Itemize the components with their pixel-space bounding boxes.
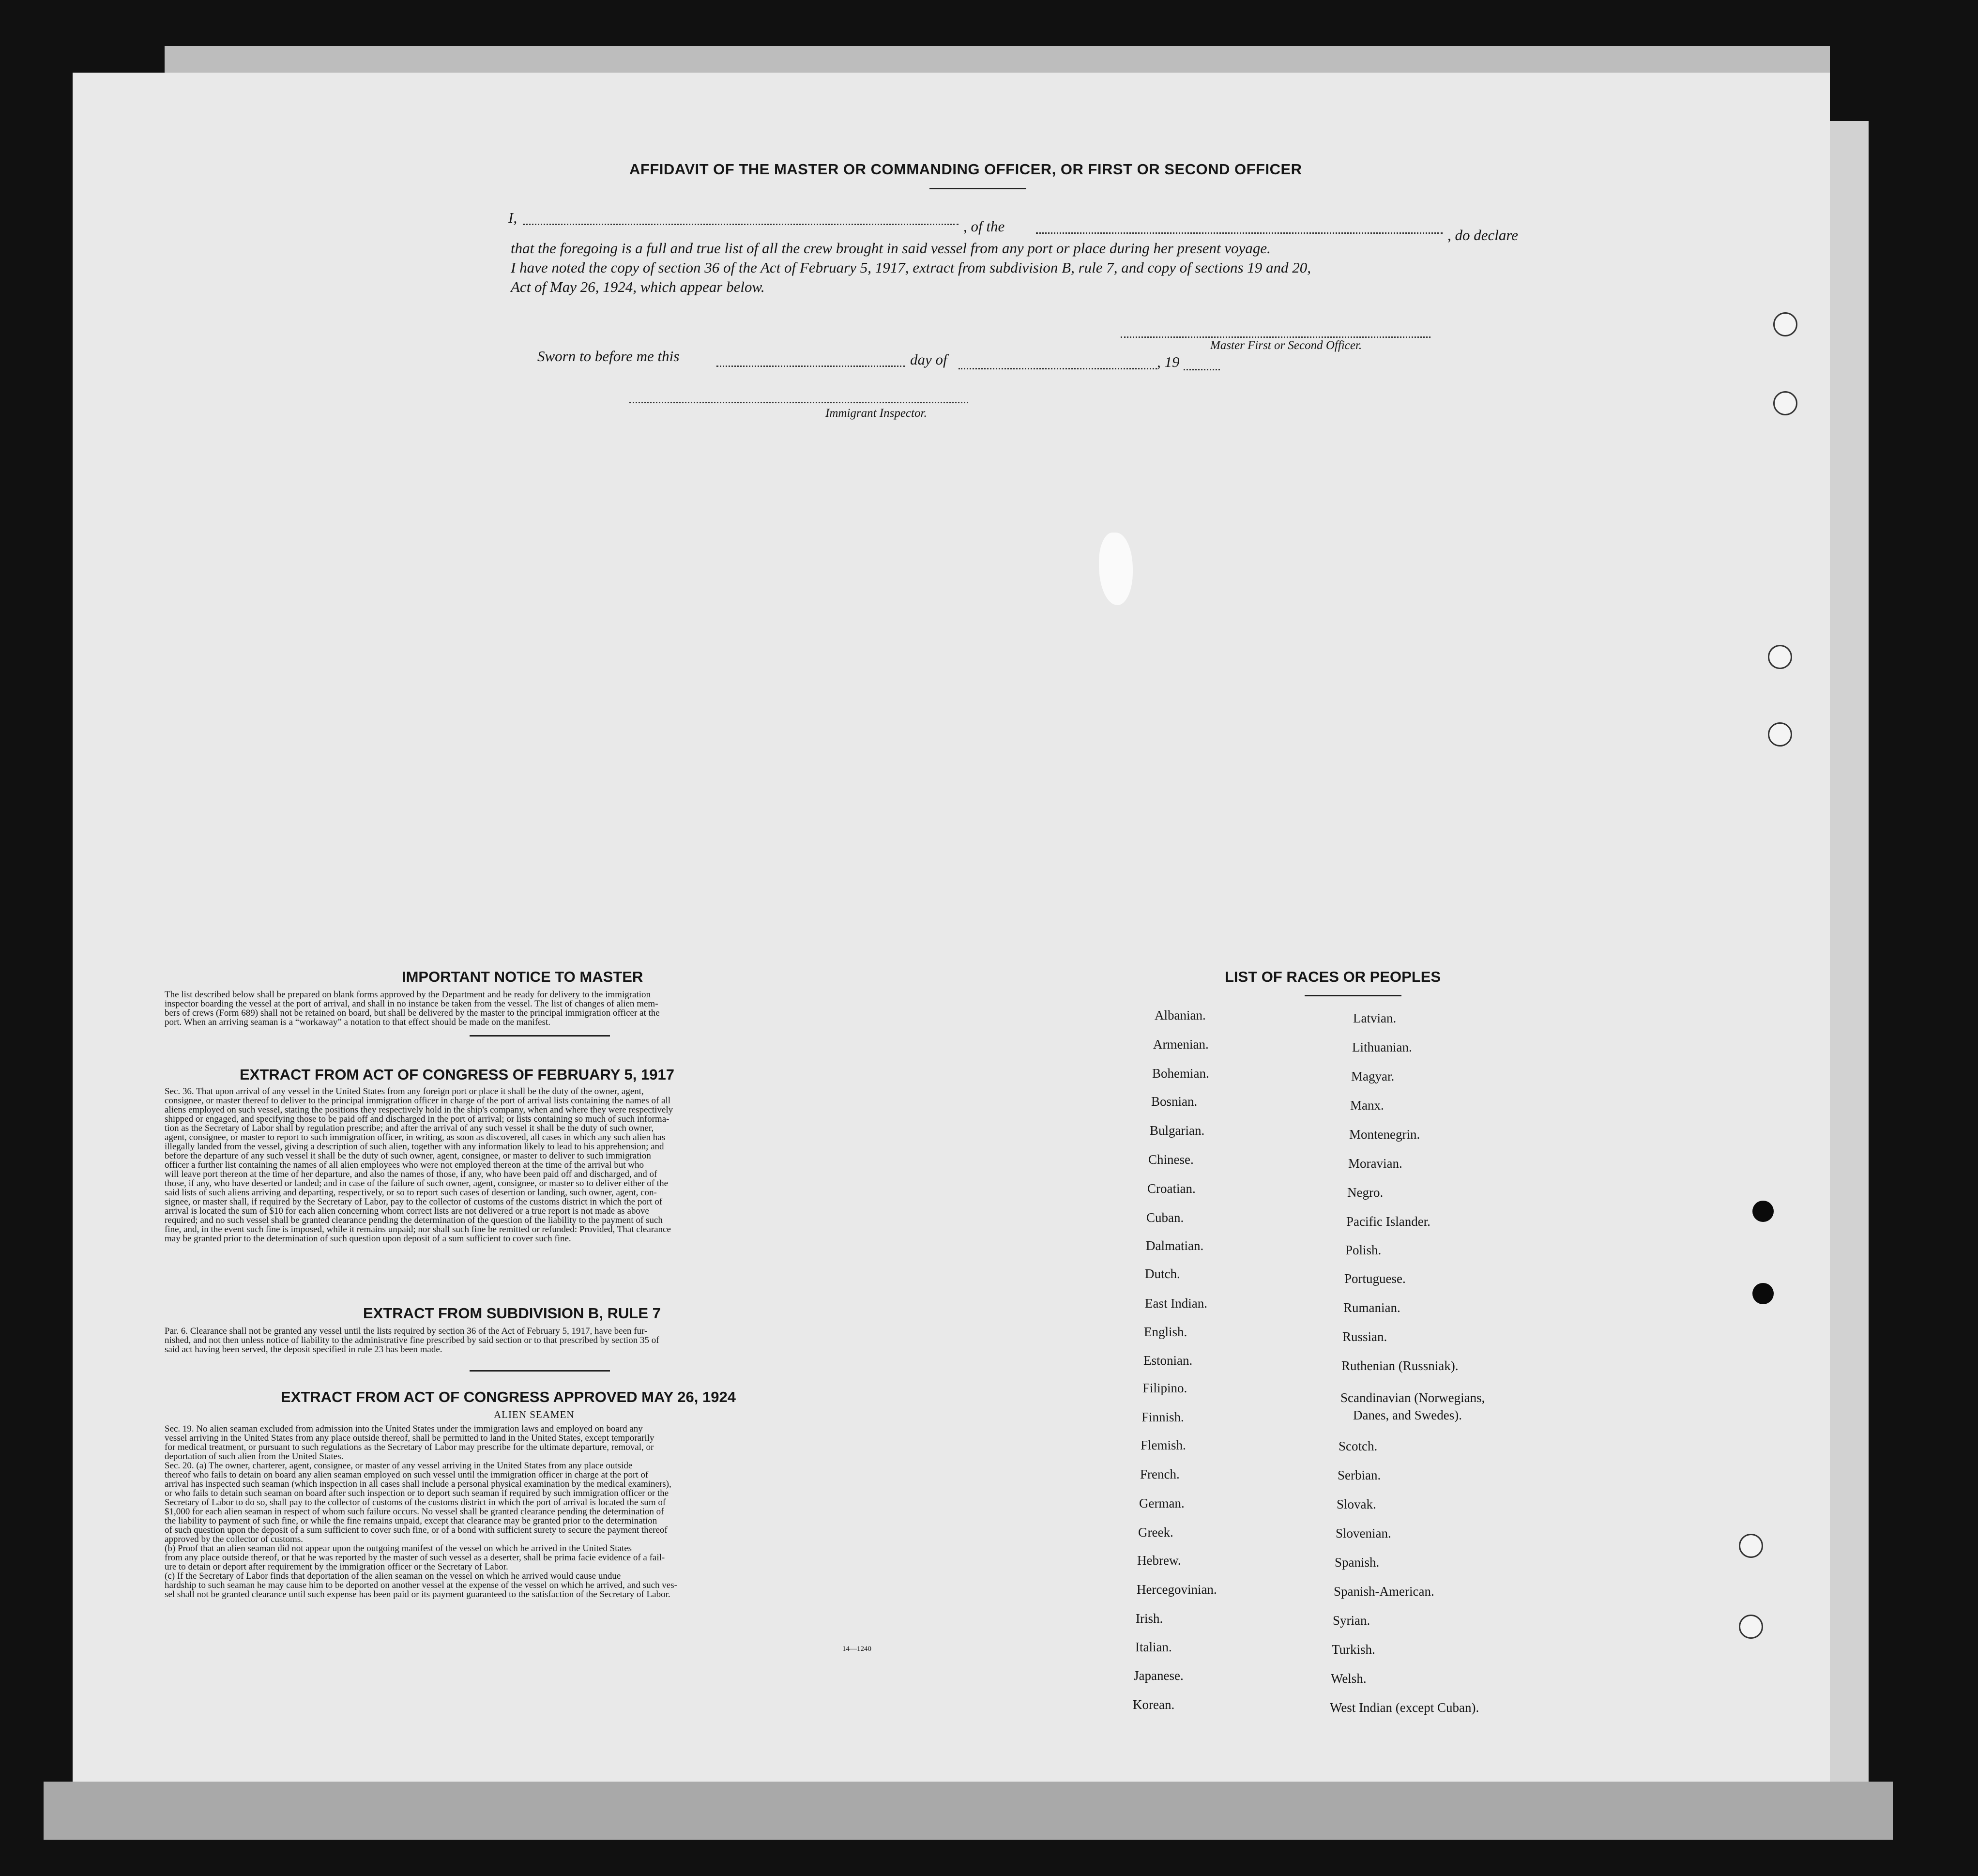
race-item: Dalmatian.	[1146, 1238, 1204, 1253]
race-item: Albanian.	[1155, 1008, 1206, 1022]
notice-title: IMPORTANT NOTICE TO MASTER	[402, 968, 643, 985]
race-item: Chinese.	[1148, 1152, 1194, 1167]
race-item: Latvian.	[1353, 1011, 1397, 1025]
race-item: Scotch.	[1339, 1439, 1378, 1453]
race-item: Moravian.	[1348, 1156, 1402, 1171]
race-item: Korean.	[1133, 1697, 1175, 1712]
binder-hole	[1739, 1534, 1763, 1558]
affidavit-statement-line: that the foregoing is a full and true list of all the crew brought in said vessel from any port or place during her present voyage.	[511, 240, 1271, 257]
extract-1924-body: Sec. 19. No alien seaman excluded from admission into the United States under the immigration laws and employed on board any vessel arriving in the United States from any place outside thereof, shall be permitted to land in the United States, except temporarily for medical treatment, or pursuant to such regulations as the Secretary of Labor may prescribe for the ultimate departure, removal, or deportation of such alien from the United States. Sec. 20. (a) The owner, charterer, agent, consignee, or master of any vessel arriving in the United States from any place outside thereof who fails to detain on board any alien seaman employed on such vessel until the immigration officer in charge at the port of arrival has inspected such seaman (which inspection in all cases shall include a personal physical examination by the medical examiners), or who fails to detain such seaman on board after such inspection or to deport such seaman if required by such immigration officer or the Secretary of Labor to do so, shall pay to the collector of customs of the customs district in which the port of arrival is located the sum of $1,000 for each alien seaman in respect of whom such failure occurs. No vessel shall be granted clearance pending the determination of the liability to payment of such fine, or while the fine remains unpaid, except that clearance may be granted prior to the determination of such question upon the deposit of a sum sufficient to cover such fine, or of a bond with sufficient surety to secure the payment thereof approved by the collector of customs. (b) Proof that an alien seaman did not appear upon the outgoing manifest of the vessel on which he arrived in the United States from any place outside thereof, or that he was reported by the master of such vessel as a deserter, shall be prima facie evidence of a fail- ure to detain or deport after requirement by the immigration officer or the Secretary of Labor. (c) If the Secretary of Labor finds that deportation of the alien seaman on the vessel on which he arrived would cause undue hardship to such seaman he may cause him to be deported on another vessel at the expense of the vessel on which he arrived, and such ves- sel shall not be granted clearance until such expense has been paid or its payment guaranteed to the satisfaction of the Secretary of Labor.	[165, 1424, 677, 1600]
race-item: Lithuanian.	[1352, 1040, 1412, 1054]
race-item: Danes, and Swedes).	[1353, 1408, 1462, 1422]
race-item: East Indian.	[1145, 1296, 1207, 1311]
race-item: Welsh.	[1331, 1671, 1367, 1686]
section-divider	[470, 1370, 610, 1372]
race-item: Greek.	[1138, 1525, 1173, 1540]
section-divider	[470, 1035, 610, 1037]
inspector-signature-line[interactable]	[629, 402, 968, 403]
binder-hole	[1739, 1615, 1763, 1639]
affidavit-line-of: , of the	[963, 218, 1005, 235]
notice-body: The list described below shall be prepared on blank forms approved by the Department and be ready for delivery to the immigration inspector boarding the vessel at the port of arrival, and shall in no instance be taken from the vessel. The list of changes of alien mem- bers of crews (Form 689) shall not be retained on board, but shall be delivered by the master to the principal immigration officer at the port. When an arriving seaman is a “workaway” a notation to that effect should be made on the manifest.	[165, 990, 660, 1027]
race-item: Manx.	[1350, 1098, 1384, 1113]
race-item: Bosnian.	[1151, 1094, 1198, 1109]
race-item: Negro.	[1347, 1185, 1384, 1200]
binder-hole	[1773, 391, 1797, 415]
race-item: Spanish.	[1335, 1555, 1380, 1570]
sworn-month-blank[interactable]	[959, 368, 1157, 369]
binder-hole	[1768, 722, 1792, 747]
race-item: Filipino.	[1142, 1381, 1187, 1395]
race-item: Scandinavian (Norwegians,	[1340, 1390, 1485, 1405]
race-item: Finnish.	[1141, 1410, 1184, 1424]
vessel-blank	[1036, 232, 1443, 234]
race-item: Syrian.	[1333, 1613, 1370, 1628]
races-divider	[1305, 995, 1401, 996]
race-item: Ruthenian (Russniak).	[1341, 1358, 1459, 1373]
affidavit-page	[73, 73, 1830, 1782]
race-item: Croatian.	[1147, 1181, 1196, 1196]
race-item: Slovenian.	[1336, 1526, 1391, 1540]
stacked-sheet-edges	[44, 1782, 1893, 1840]
race-item: Spanish-American.	[1334, 1584, 1434, 1599]
race-item: Irish.	[1136, 1611, 1163, 1626]
name-blank	[523, 224, 959, 225]
sworn-day-blank[interactable]	[716, 366, 905, 367]
extract-1917-title: EXTRACT FROM ACT OF CONGRESS OF FEBRUARY 5, 1917	[240, 1066, 674, 1083]
binder-hole	[1752, 1283, 1774, 1304]
rule7-title: EXTRACT FROM SUBDIVISION B, RULE 7	[363, 1305, 661, 1322]
race-item: French.	[1140, 1467, 1180, 1481]
binder-hole	[1752, 1201, 1774, 1222]
race-item: Serbian.	[1338, 1468, 1381, 1482]
extract-1917-body: Sec. 36. That upon arrival of any vessel in the United States from any foreign port or place it shall be the duty of the owner, agent, consignee, or master thereof to deliver to the principal immigration officer in charge of the port of arrival lists containing the names of all aliens employed on such vessel, stating the positions they respectively hold in the ship's company, when and where they were respectively shipped or engaged, and specifying those to be paid off and discharged in the port of arrival; or lists containing so much of such informa- tion as the Secretary of Labor shall by regulation prescribe; and after the arrival of any such vessel it shall be the duty of such owner, agent, consignee, or master to report to such immigration officer, in writing, as soon as discovered, all cases in which any such alien has illegally landed from the vessel, giving a description of such alien, together with any information likely to lead to his apprehension; and before the departure of any such vessel it shall be the duty of such owner, agent, consignee, or master to deliver to such immigration officer a further list containing the names of all alien employees who were not employed thereon at the time of the arrival but who will leave port thereon at the time of her departure, and also the names of those, if any, who have been paid off and discharged, and of those, if any, who have deserted or landed; and in case of the failure of such owner, agent, consignee, or master so to deliver either of the said lists of such aliens arriving and departing, respectively, or so to report such cases of desertion or landing, such owner, agent, con- signee, or master shall, if required by the Secretary of Labor, pay to the collector of customs of the customs district in which the port of arrival is located the sum of $10 for each alien concerning whom correct lists are not delivered or a true report is not made as above required; and no such vessel shall be granted clearance pending the determination of the question of the liability to the payment of such fine, and, in the event such fine is imposed, while it remains unpaid; nor shall such fine be remitted or refunded: Provided, That clearance may be granted prior to the determination of such question upon deposit of a sum sufficient to cover such fine.	[165, 1086, 673, 1244]
paper-tear-mark	[1099, 533, 1133, 605]
title-divider	[929, 188, 1026, 189]
race-item: Rumanian.	[1343, 1300, 1400, 1315]
year-blank[interactable]	[1184, 369, 1220, 370]
race-item: Portuguese.	[1344, 1271, 1406, 1286]
race-item: Estonian.	[1143, 1353, 1193, 1368]
race-item: Armenian.	[1153, 1037, 1209, 1052]
year-label: , 19	[1157, 353, 1180, 370]
affidavit-statement-line: I have noted the copy of section 36 of the Act of February 5, 1917, extract from subdivision B, rule 7, and copy of sections 19 and 20,	[511, 259, 1311, 276]
master-signature-label: Master First or Second Officer.	[1210, 339, 1362, 352]
inspector-label: Immigrant Inspector.	[825, 407, 927, 420]
race-item: Bohemian.	[1152, 1066, 1209, 1081]
race-item: Pacific Islander.	[1346, 1214, 1430, 1229]
race-item: Cuban.	[1146, 1210, 1184, 1225]
race-item: Russian.	[1342, 1329, 1387, 1344]
day-of-label: day of	[910, 351, 947, 368]
race-item: Polish.	[1345, 1243, 1382, 1257]
binder-hole	[1773, 312, 1797, 336]
affidavit-line-i: I,	[508, 209, 517, 226]
race-item: Flemish.	[1141, 1438, 1186, 1452]
race-item: German.	[1139, 1496, 1185, 1510]
races-title: LIST OF RACES OR PEOPLES	[1225, 968, 1441, 985]
affidavit-line-declare: , do declare	[1447, 227, 1519, 244]
extract-1924-title: EXTRACT FROM ACT OF CONGRESS APPROVED MAY 26, 1924	[281, 1388, 736, 1405]
affidavit-title: AFFIDAVIT OF THE MASTER OR COMMANDING OFFICER, OR FIRST OR SECOND OFFICER	[629, 161, 1302, 178]
binder-hole	[1768, 645, 1792, 669]
rule7-body: Par. 6. Clearance shall not be granted any vessel until the lists required by section 36 of the Act of February 5, 1917, have been fur- nished, and not then unless notice of liability to the administrative fine prescribed by said section or to that prescribed by section 35 of said act having been served, the deposit specified in rule 23 has been made.	[165, 1326, 659, 1355]
race-item: Hercegovinian.	[1137, 1582, 1217, 1597]
race-item: West Indian (except Cuban).	[1330, 1700, 1479, 1715]
race-item: Dutch.	[1145, 1266, 1180, 1281]
race-item: Bulgarian.	[1150, 1123, 1205, 1138]
affidavit-statement-line: Act of May 26, 1924, which appear below.	[511, 278, 765, 295]
race-item: Montenegrin.	[1349, 1127, 1420, 1142]
race-item: Japanese.	[1134, 1668, 1184, 1683]
race-item: Slovak.	[1337, 1497, 1376, 1511]
race-item: Magyar.	[1351, 1069, 1395, 1083]
form-number: 14—1240	[842, 1645, 871, 1653]
master-signature-line[interactable]	[1121, 336, 1430, 338]
alien-seamen-subtitle: ALIEN SEAMEN	[494, 1409, 575, 1420]
race-item: Italian.	[1135, 1640, 1172, 1654]
race-item: Hebrew.	[1137, 1553, 1181, 1568]
race-item: Turkish.	[1332, 1642, 1375, 1657]
sworn-label: Sworn to before me this	[537, 348, 680, 365]
race-item: English.	[1144, 1325, 1187, 1339]
